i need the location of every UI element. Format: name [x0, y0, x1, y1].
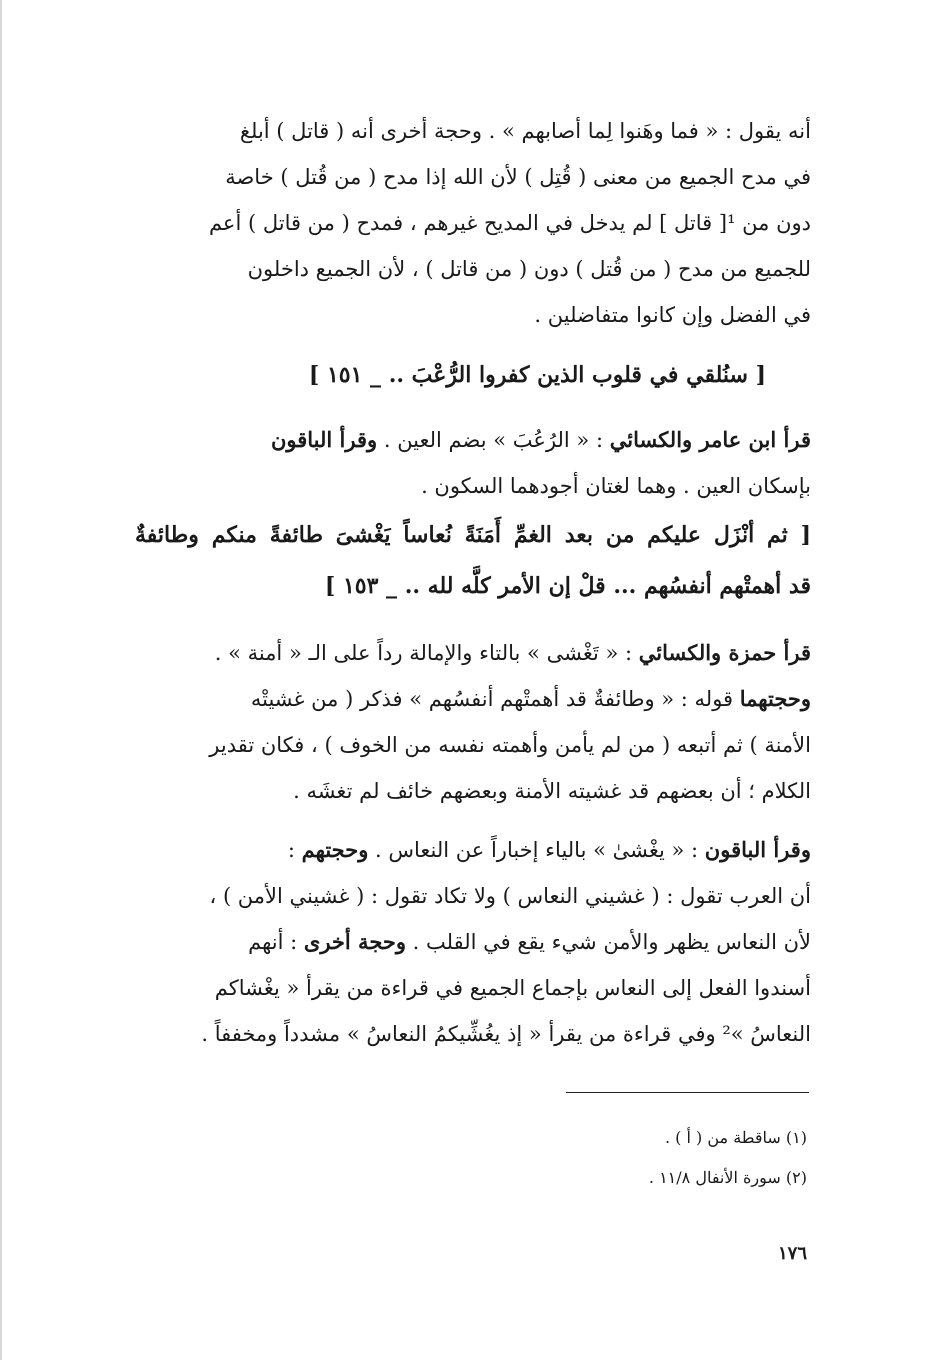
reader-name: وقرأ الباقون — [270, 427, 378, 452]
reading-text: : « الرُعُبَ » بضم العين . — [377, 428, 610, 452]
text-line: دون من ¹[ قاتل ] لم يدخل في المديح غيرهم ، فمدح ( من قاتل ) أعم — [208, 211, 811, 235]
argument-text: قوله : « وطائفةٌ قد أهمتْهم أنفسُهم » فذكر ( من غشيتْه — [250, 687, 740, 711]
text-line — [135, 417, 811, 463]
footnote-2: (٢) سورة الأنفال ١١/٨ . — [648, 1168, 807, 1187]
text-line: بإسكان العين . وهما لغتان أجودهما السكون . — [421, 474, 811, 498]
text-line — [135, 919, 811, 965]
text-line: للجميع من مدح ( من قُتل ) دون ( من قاتل ) ، لأن الجميع داخلون — [247, 257, 811, 281]
paragraph-qatal-argument — [135, 108, 811, 338]
argument-text: : أنهم — [248, 930, 304, 954]
page-number: ١٧٦ — [777, 1243, 807, 1264]
argument-label: وحجتهما — [739, 686, 811, 711]
paragraph-yaghsha-readings — [135, 827, 811, 1057]
text-line: أنه يقول : « فما وهَنوا لِما أصابهم » . وحجة أخرى أنه ( قاتل ) أبلغ — [239, 119, 811, 143]
text-line: النعاسُ »² وفي قراءة من يقرأ « إذ يغُشِّيكمُ النعاسُ » مشدداً ومخففاً . — [201, 1022, 811, 1046]
punctuation: : — [287, 838, 302, 862]
argument-text: لأن النعاس يظهر والأمن شيء يقع في القلب . — [406, 930, 811, 954]
reader-name: قرأ حمزة والكسائي — [638, 640, 811, 665]
verse-151: [ سنُلقي في قلوب الذين كفروا الرُّعْبَ .. _ ١٥١ ] — [308, 362, 766, 388]
reader-name: وقرأ الباقون — [704, 837, 811, 862]
text-line — [135, 676, 811, 722]
text-line: في مدح الجميع من معنى ( قُتِل ) لأن الله إذا مدح ( من قُتل ) خاصة — [225, 165, 811, 189]
text-line — [135, 827, 811, 873]
footnote-1: (١) ساقطة من ( أ ) . — [665, 1128, 807, 1147]
reader-name: قرأ ابن عامر والكسائي — [609, 427, 811, 452]
argument-label: وحجتهم — [301, 837, 369, 862]
text-line: أن العرب تقول : ( غشيني النعاس ) ولا تكاد تقول : ( غشيني الأمن ) ، — [209, 884, 811, 908]
reading-text: : « يغْشىٰ » بالياء إخباراً عن النعاس . — [368, 838, 705, 862]
footnote-divider — [566, 1092, 809, 1093]
verse-153-line-2: قد أهمتْهم أنفسُهم ... قلْ إن الأمر كلَّه لله .. _ ١٥٣ ] — [324, 573, 811, 599]
text-line: الكلام ؛ أن بعضهم قد غشيته الأمنة وبعضهم خائف لم تغشَه . — [293, 779, 811, 803]
paragraph-taghsha-readings — [135, 630, 811, 814]
text-line: في الفضل وإن كانوا متفاضلين . — [534, 303, 811, 327]
reading-text: : « تَغْشى » بالتاء والإمالة رداً على الـ « أمنة » . — [214, 641, 639, 665]
paragraph-ruub-readings — [135, 417, 811, 509]
text-line: أسندوا الفعل إلى النعاس بإجماع الجميع في قراءة من يقرأ « يغْشاكم — [214, 976, 811, 1000]
text-line: الأمنة ) ثم أتبعه ( من لم يأمن وأهمته نفسه من الخوف ) ، فكان تقدير — [209, 733, 811, 757]
text-line — [135, 630, 811, 676]
argument-label: وحجة أخرى — [303, 929, 406, 954]
scan-edge — [0, 0, 2, 1360]
verse-153-line-1: [ ثم أنْزَل عليكم من بعد الغمِّ أَمَنَةً نُعاساً يَغْشىَ طائفةً منكم وطائفةٌ — [135, 522, 811, 548]
